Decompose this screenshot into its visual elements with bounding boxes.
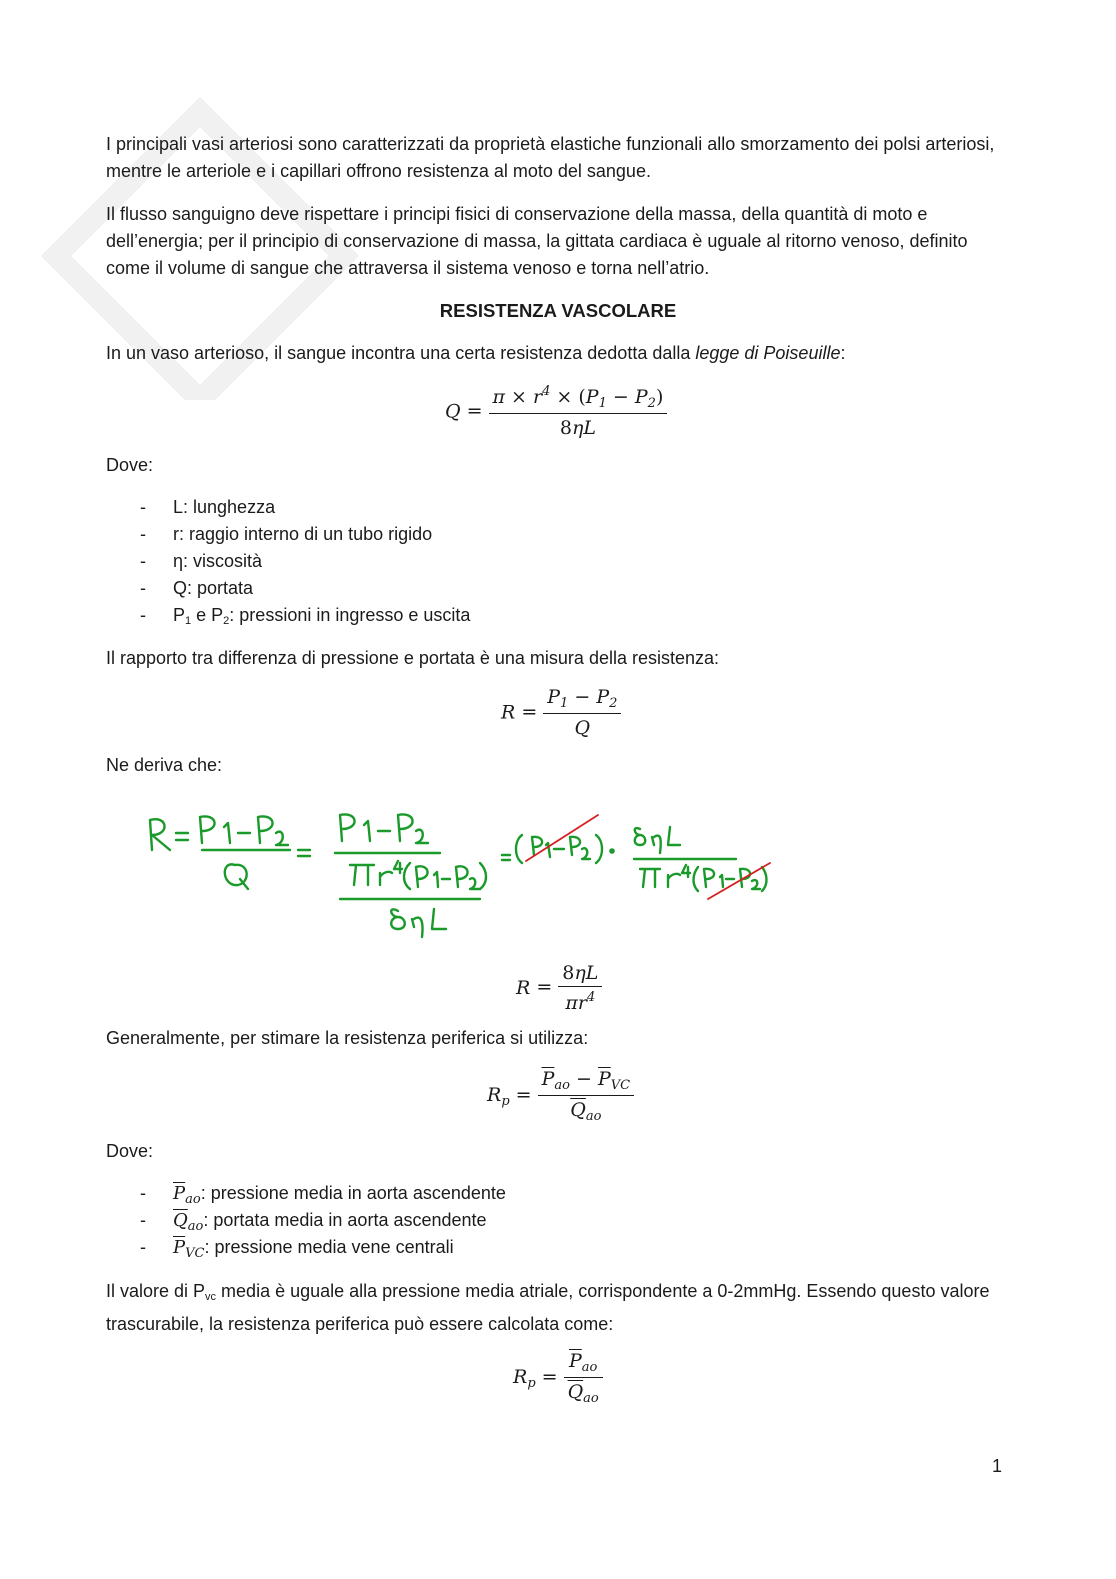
paragraph-rapporto: Il rapporto tra differenza di pressione e portata è una misura della resistenza: <box>106 648 720 668</box>
formula-poiseuille: Q = $\frac{\pi \times r^4 \times (P_1 - P_2)}{8\eta L}$ <box>445 384 667 439</box>
list-item: - $\overline{Q}_{ao}$: portata media in aorta ascendente <box>140 1210 487 1234</box>
list-item: - $\overline{P}_{ao}$: pressione media in aorta ascendente <box>140 1183 506 1207</box>
label-dove-2: Dove: <box>106 1141 154 1161</box>
list-item: - Q: portata <box>140 578 254 598</box>
label-ne-deriva: Ne deriva che: <box>106 755 223 775</box>
paragraph-poiseuille: In un vaso arterioso, il sangue incontra una certa resistenza dedotta dalla legge di Poiseuille: <box>106 343 846 363</box>
formula-resistenza-periferica: $R_p$ = $\frac{\overline{P}_{ao} - \overline{P}_{VC}}{\overline{Q}_{ao}}$ <box>487 1068 634 1124</box>
list-item: - P1 e P2: pressioni in ingresso e uscita <box>140 605 471 627</box>
list-item: - r: raggio interno di un tubo rigido <box>140 524 433 544</box>
mean-values-list <box>140 1180 506 1261</box>
list-item: - $\overline{P}_{VC}$: pressione media vene centrali <box>140 1237 454 1261</box>
label-dove-1: Dove: <box>106 455 154 475</box>
list-item: - η: viscosità <box>140 551 263 571</box>
handwritten-derivation <box>140 805 790 950</box>
section-heading: RESISTENZA VASCOLARE <box>439 300 677 321</box>
paragraph-intro: I principali vasi arteriosi sono caratterizzati da proprietà elastiche funzionali allo smorzamento dei polsi arteriosi, mentre le arteriole e i capillari offrono resistenza al moto del sangue. <box>106 134 995 181</box>
paragraph-pvc: Il valore di Pvc media è uguale alla pressione media atriale, corrispondente a 0-2mmHg. Essendo questo valore trascurabile, la resistenza periferica può essere calcolata come: <box>106 1281 990 1334</box>
paragraph-generalmente: Generalmente, per stimare la resistenza periferica si utilizza: <box>106 1028 589 1048</box>
variables-list <box>140 494 470 629</box>
formula-resistenza-finale: R = $\frac{8\eta L}{\pi r^4}$ <box>516 962 602 1014</box>
paragraph-flusso: Il flusso sanguigno deve rispettare i principi fisici di conservazione della massa, della quantità di moto e dell’energia; per il principio di conservazione di massa, la gittata cardiaca è uguale al ritorno venoso, definito come il volume di sangue che attraversa il sistema venoso e torna nell’atrio. <box>106 204 968 278</box>
page-number: 1 <box>991 1456 1002 1476</box>
formula-resistenza: R = $\frac{P_1 - P_2}{Q}$ <box>501 686 621 739</box>
list-item: - L: lunghezza <box>140 497 276 517</box>
formula-resistenza-periferica-semplificata: $R_p$ = $\frac{\overline{P}_{ao}}{\overline{Q}_{ao}}$ <box>513 1350 603 1406</box>
